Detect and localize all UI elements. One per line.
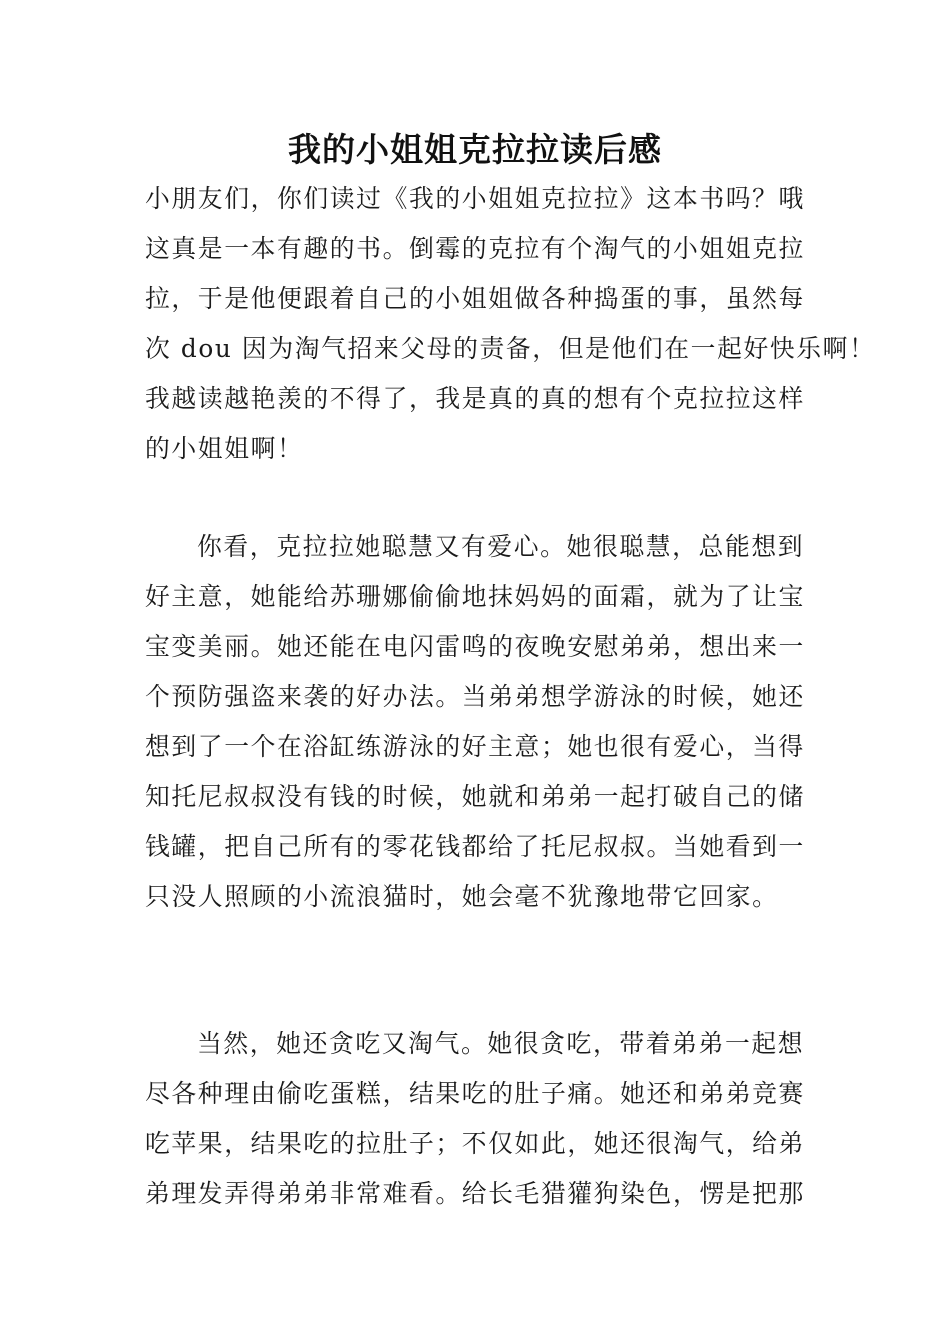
text-line: 吃苹果，结果吃的拉肚子；不仅如此，她还很淘气，给弟: [145, 1129, 805, 1158]
text-line: 好主意，她能给苏珊娜偷偷地抹妈妈的面霜，就为了让宝: [145, 582, 805, 611]
text-line: 弟理发弄得弟弟非常难看。给长毛猎獾狗染色，愣是把那: [145, 1179, 805, 1208]
text-line: 我越读越艳羡的不得了，我是真的真的想有个克拉拉这样: [145, 384, 805, 413]
text-line: 拉，于是他便跟着自己的小姐姐做各种捣蛋的事，虽然每: [145, 284, 805, 313]
text-line: 想到了一个在浴缸练游泳的好主意；她也很有爱心，当得: [145, 732, 805, 761]
text-line: 你看，克拉拉她聪慧又有爱心。她很聪慧，总能想到: [197, 532, 805, 561]
text-line: 这真是一本有趣的书。倒霉的克拉有个淘气的小姐姐克拉: [145, 234, 805, 263]
text-line: 小朋友们，你们读过《我的小姐姐克拉拉》这本书吗？哦: [145, 184, 805, 213]
text-line: 当然，她还贪吃又淘气。她很贪吃，带着弟弟一起想: [197, 1029, 805, 1058]
document-title: 我的小姐姐克拉拉读后感: [288, 130, 662, 169]
text-line: 只没人照顾的小流浪猫时，她会毫不犹豫地带它回家。: [145, 882, 779, 911]
text-line: 宝变美丽。她还能在电闪雷鸣的夜晚安慰弟弟，想出来一: [145, 632, 805, 661]
text-line: 次 dou 因为淘气招来父母的责备，但是他们在一起好快乐啊！: [145, 334, 876, 363]
text-line: 知托尼叔叔没有钱的时候，她就和弟弟一起打破自己的储: [145, 782, 805, 811]
text-line: 钱罐，把自己所有的零花钱都给了托尼叔叔。当她看到一: [145, 832, 805, 861]
text-line: 个预防强盗来袭的好办法。当弟弟想学游泳的时候，她还: [145, 682, 805, 711]
text-line: 的小姐姐啊！: [145, 434, 304, 463]
text-line: 尽各种理由偷吃蛋糕，结果吃的肚子痛。她还和弟弟竞赛: [145, 1079, 805, 1108]
